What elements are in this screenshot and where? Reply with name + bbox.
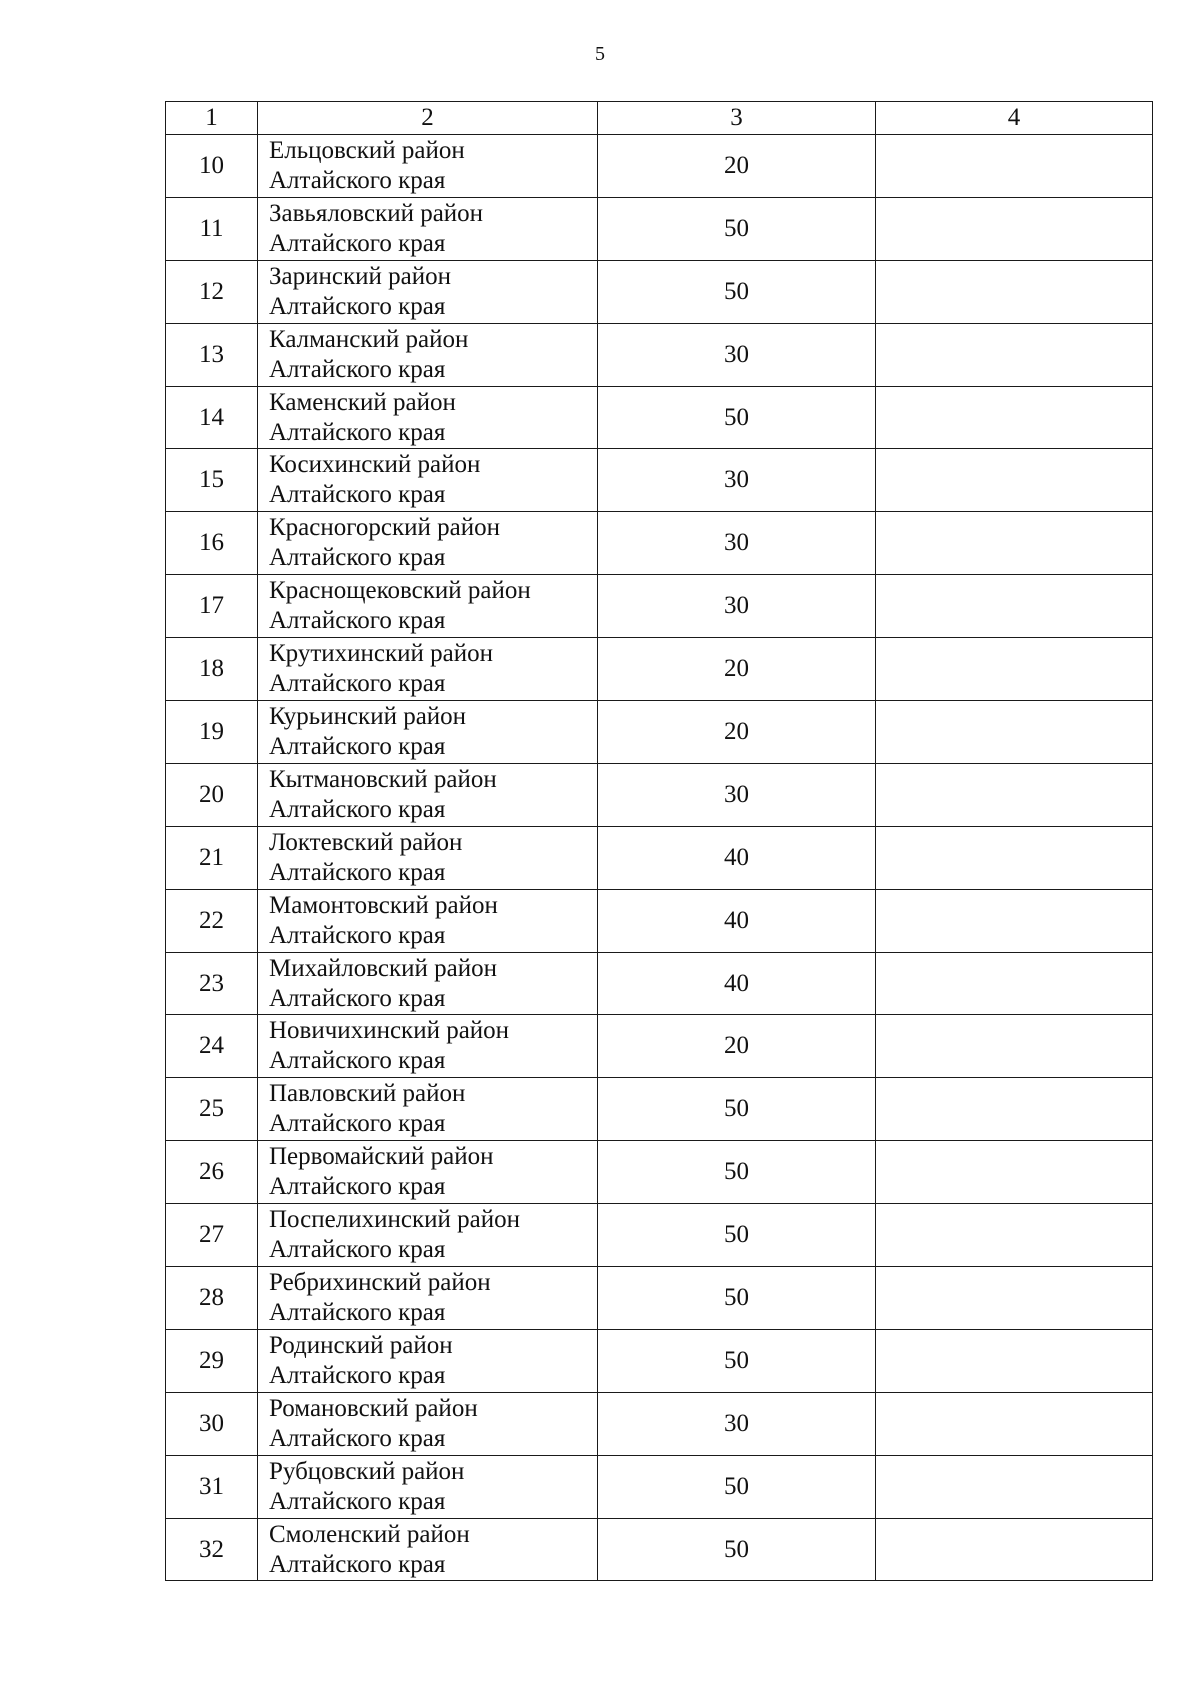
column-header-4: 4 — [876, 102, 1153, 135]
district-name: Кытмановский район — [269, 765, 497, 793]
district-name-cell — [258, 1078, 598, 1141]
column-4-cell — [876, 575, 1153, 638]
value-cell: 20 — [598, 1015, 876, 1078]
district-name: Завьяловский район — [269, 199, 484, 227]
district-region: Алтайского края — [269, 670, 446, 698]
table-row — [166, 197, 1153, 260]
districts-table — [165, 101, 1153, 1581]
district-name-cell — [258, 1141, 598, 1204]
district-region: Алтайского края — [269, 921, 446, 949]
district-name-cell — [258, 512, 598, 575]
district-name: Заринский район — [269, 262, 451, 290]
district-region: Алтайского края — [269, 1487, 446, 1515]
table-row — [166, 386, 1153, 449]
district-name-cell — [258, 952, 598, 1015]
district-region: Алтайского края — [269, 355, 446, 383]
column-4-cell — [876, 1455, 1153, 1518]
district-name-cell — [258, 260, 598, 323]
value-cell: 40 — [598, 952, 876, 1015]
table-header — [166, 102, 1153, 135]
district-name-cell — [258, 1518, 598, 1581]
column-4-cell — [876, 1078, 1153, 1141]
table-row — [166, 323, 1153, 386]
district-name: Первомайский район — [269, 1143, 494, 1171]
table-row — [166, 1518, 1153, 1581]
page-number: 5 — [595, 43, 605, 65]
value-cell: 50 — [598, 1329, 876, 1392]
value-cell: 50 — [598, 1267, 876, 1330]
row-number-cell: 19 — [166, 701, 258, 764]
value-cell: 30 — [598, 512, 876, 575]
value-cell: 50 — [598, 1518, 876, 1581]
value-cell: 30 — [598, 763, 876, 826]
district-region: Алтайского края — [269, 1298, 446, 1326]
column-4-cell — [876, 763, 1153, 826]
district-name: Мамонтовский район — [269, 891, 498, 919]
district-name: Павловский район — [269, 1080, 466, 1108]
row-number-cell: 15 — [166, 449, 258, 512]
table-row — [166, 260, 1153, 323]
district-name: Михайловский район — [269, 954, 497, 982]
district-name-cell — [258, 323, 598, 386]
value-cell: 40 — [598, 826, 876, 889]
table-row — [166, 952, 1153, 1015]
header-row — [166, 102, 1153, 135]
column-4-cell — [876, 1015, 1153, 1078]
district-region: Алтайского края — [269, 858, 446, 886]
table-row — [166, 1078, 1153, 1141]
row-number-cell: 10 — [166, 135, 258, 198]
row-number-cell: 22 — [166, 889, 258, 952]
district-region: Алтайского края — [269, 984, 446, 1012]
table-row — [166, 512, 1153, 575]
district-name: Новичихинский район — [269, 1017, 510, 1045]
district-name: Косихинский район — [269, 451, 481, 479]
column-4-cell — [876, 323, 1153, 386]
district-name: Ельцовский район — [269, 136, 465, 164]
row-number-cell: 21 — [166, 826, 258, 889]
district-region: Алтайского края — [269, 418, 446, 446]
district-region: Алтайского края — [269, 795, 446, 823]
table-row — [166, 135, 1153, 198]
row-number-cell: 18 — [166, 638, 258, 701]
table-row — [166, 1015, 1153, 1078]
district-region: Алтайского края — [269, 1550, 446, 1578]
column-4-cell — [876, 638, 1153, 701]
table-row — [166, 1204, 1153, 1267]
row-number-cell: 28 — [166, 1267, 258, 1330]
district-name-cell — [258, 575, 598, 638]
district-name-cell — [258, 1392, 598, 1455]
district-region: Алтайского края — [269, 1236, 446, 1264]
row-number-cell: 11 — [166, 197, 258, 260]
column-4-cell — [876, 701, 1153, 764]
district-name: Калманский район — [269, 325, 469, 353]
value-cell: 20 — [598, 638, 876, 701]
table-row — [166, 1267, 1153, 1330]
row-number-cell: 12 — [166, 260, 258, 323]
column-4-cell — [876, 826, 1153, 889]
district-region: Алтайского края — [269, 544, 446, 572]
table-row — [166, 889, 1153, 952]
district-region: Алтайского края — [269, 1424, 446, 1452]
value-cell: 30 — [598, 449, 876, 512]
row-number-cell: 25 — [166, 1078, 258, 1141]
district-name: Локтевский район — [269, 828, 463, 856]
table-row — [166, 1141, 1153, 1204]
district-name: Красногорский район — [269, 514, 500, 542]
row-number-cell: 27 — [166, 1204, 258, 1267]
value-cell: 50 — [598, 1455, 876, 1518]
district-name-cell — [258, 1204, 598, 1267]
district-name: Крутихинский район — [269, 640, 494, 668]
district-name-cell — [258, 1267, 598, 1330]
district-name-cell — [258, 701, 598, 764]
district-region: Алтайского края — [269, 292, 446, 320]
column-4-cell — [876, 1392, 1153, 1455]
column-4-cell — [876, 1204, 1153, 1267]
district-name: Курьинский район — [269, 702, 467, 730]
district-region: Алтайского края — [269, 229, 446, 257]
value-cell: 50 — [598, 197, 876, 260]
column-4-cell — [876, 1141, 1153, 1204]
district-region: Алтайского края — [269, 1110, 446, 1138]
row-number-cell: 31 — [166, 1455, 258, 1518]
value-cell: 50 — [598, 1078, 876, 1141]
row-number-cell: 17 — [166, 575, 258, 638]
district-name-cell — [258, 197, 598, 260]
district-region: Алтайского края — [269, 1361, 446, 1389]
district-region: Алтайского края — [269, 1047, 446, 1075]
column-4-cell — [876, 449, 1153, 512]
district-region: Алтайского края — [269, 166, 446, 194]
table-row — [166, 1455, 1153, 1518]
district-name: Краснощековский район — [269, 577, 531, 605]
table-row — [166, 701, 1153, 764]
district-name-cell — [258, 1455, 598, 1518]
column-header-3: 3 — [598, 102, 876, 135]
district-region: Алтайского края — [269, 1173, 446, 1201]
row-number-cell: 20 — [166, 763, 258, 826]
value-cell: 30 — [598, 323, 876, 386]
row-number-cell: 13 — [166, 323, 258, 386]
column-4-cell — [876, 260, 1153, 323]
district-name-cell — [258, 889, 598, 952]
column-4-cell — [876, 952, 1153, 1015]
row-number-cell: 30 — [166, 1392, 258, 1455]
district-region: Алтайского края — [269, 481, 446, 509]
district-name-cell — [258, 638, 598, 701]
district-name-cell — [258, 135, 598, 198]
district-name: Каменский район — [269, 388, 456, 416]
value-cell: 50 — [598, 260, 876, 323]
district-name-cell — [258, 449, 598, 512]
table-row — [166, 575, 1153, 638]
value-cell: 40 — [598, 889, 876, 952]
value-cell: 30 — [598, 575, 876, 638]
district-name-cell — [258, 826, 598, 889]
district-name: Смоленский район — [269, 1520, 470, 1548]
value-cell: 30 — [598, 1392, 876, 1455]
row-number-cell: 26 — [166, 1141, 258, 1204]
column-4-cell — [876, 135, 1153, 198]
value-cell: 20 — [598, 135, 876, 198]
row-number-cell: 14 — [166, 386, 258, 449]
value-cell: 50 — [598, 1141, 876, 1204]
table-body — [166, 135, 1153, 1581]
district-name-cell — [258, 1015, 598, 1078]
column-4-cell — [876, 889, 1153, 952]
row-number-cell: 16 — [166, 512, 258, 575]
district-name-cell — [258, 763, 598, 826]
column-4-cell — [876, 197, 1153, 260]
value-cell: 50 — [598, 386, 876, 449]
row-number-cell: 24 — [166, 1015, 258, 1078]
district-name: Рубцовский район — [269, 1457, 465, 1485]
column-4-cell — [876, 386, 1153, 449]
district-name: Поспелихинский район — [269, 1206, 520, 1234]
column-4-cell — [876, 1267, 1153, 1330]
row-number-cell: 29 — [166, 1329, 258, 1392]
column-header-2: 2 — [258, 102, 598, 135]
table-row — [166, 763, 1153, 826]
column-header-1: 1 — [166, 102, 258, 135]
district-name-cell — [258, 1329, 598, 1392]
district-name-cell — [258, 386, 598, 449]
row-number-cell: 23 — [166, 952, 258, 1015]
table-row — [166, 1329, 1153, 1392]
table-row — [166, 449, 1153, 512]
value-cell: 20 — [598, 701, 876, 764]
district-name: Родинский район — [269, 1331, 453, 1359]
table-row — [166, 1392, 1153, 1455]
column-4-cell — [876, 512, 1153, 575]
row-number-cell: 32 — [166, 1518, 258, 1581]
district-name: Ребрихинский район — [269, 1268, 491, 1296]
column-4-cell — [876, 1518, 1153, 1581]
table-row — [166, 826, 1153, 889]
column-4-cell — [876, 1329, 1153, 1392]
district-region: Алтайского края — [269, 607, 446, 635]
district-name: Романовский район — [269, 1394, 478, 1422]
value-cell: 50 — [598, 1204, 876, 1267]
district-region: Алтайского края — [269, 732, 446, 760]
table-row — [166, 638, 1153, 701]
